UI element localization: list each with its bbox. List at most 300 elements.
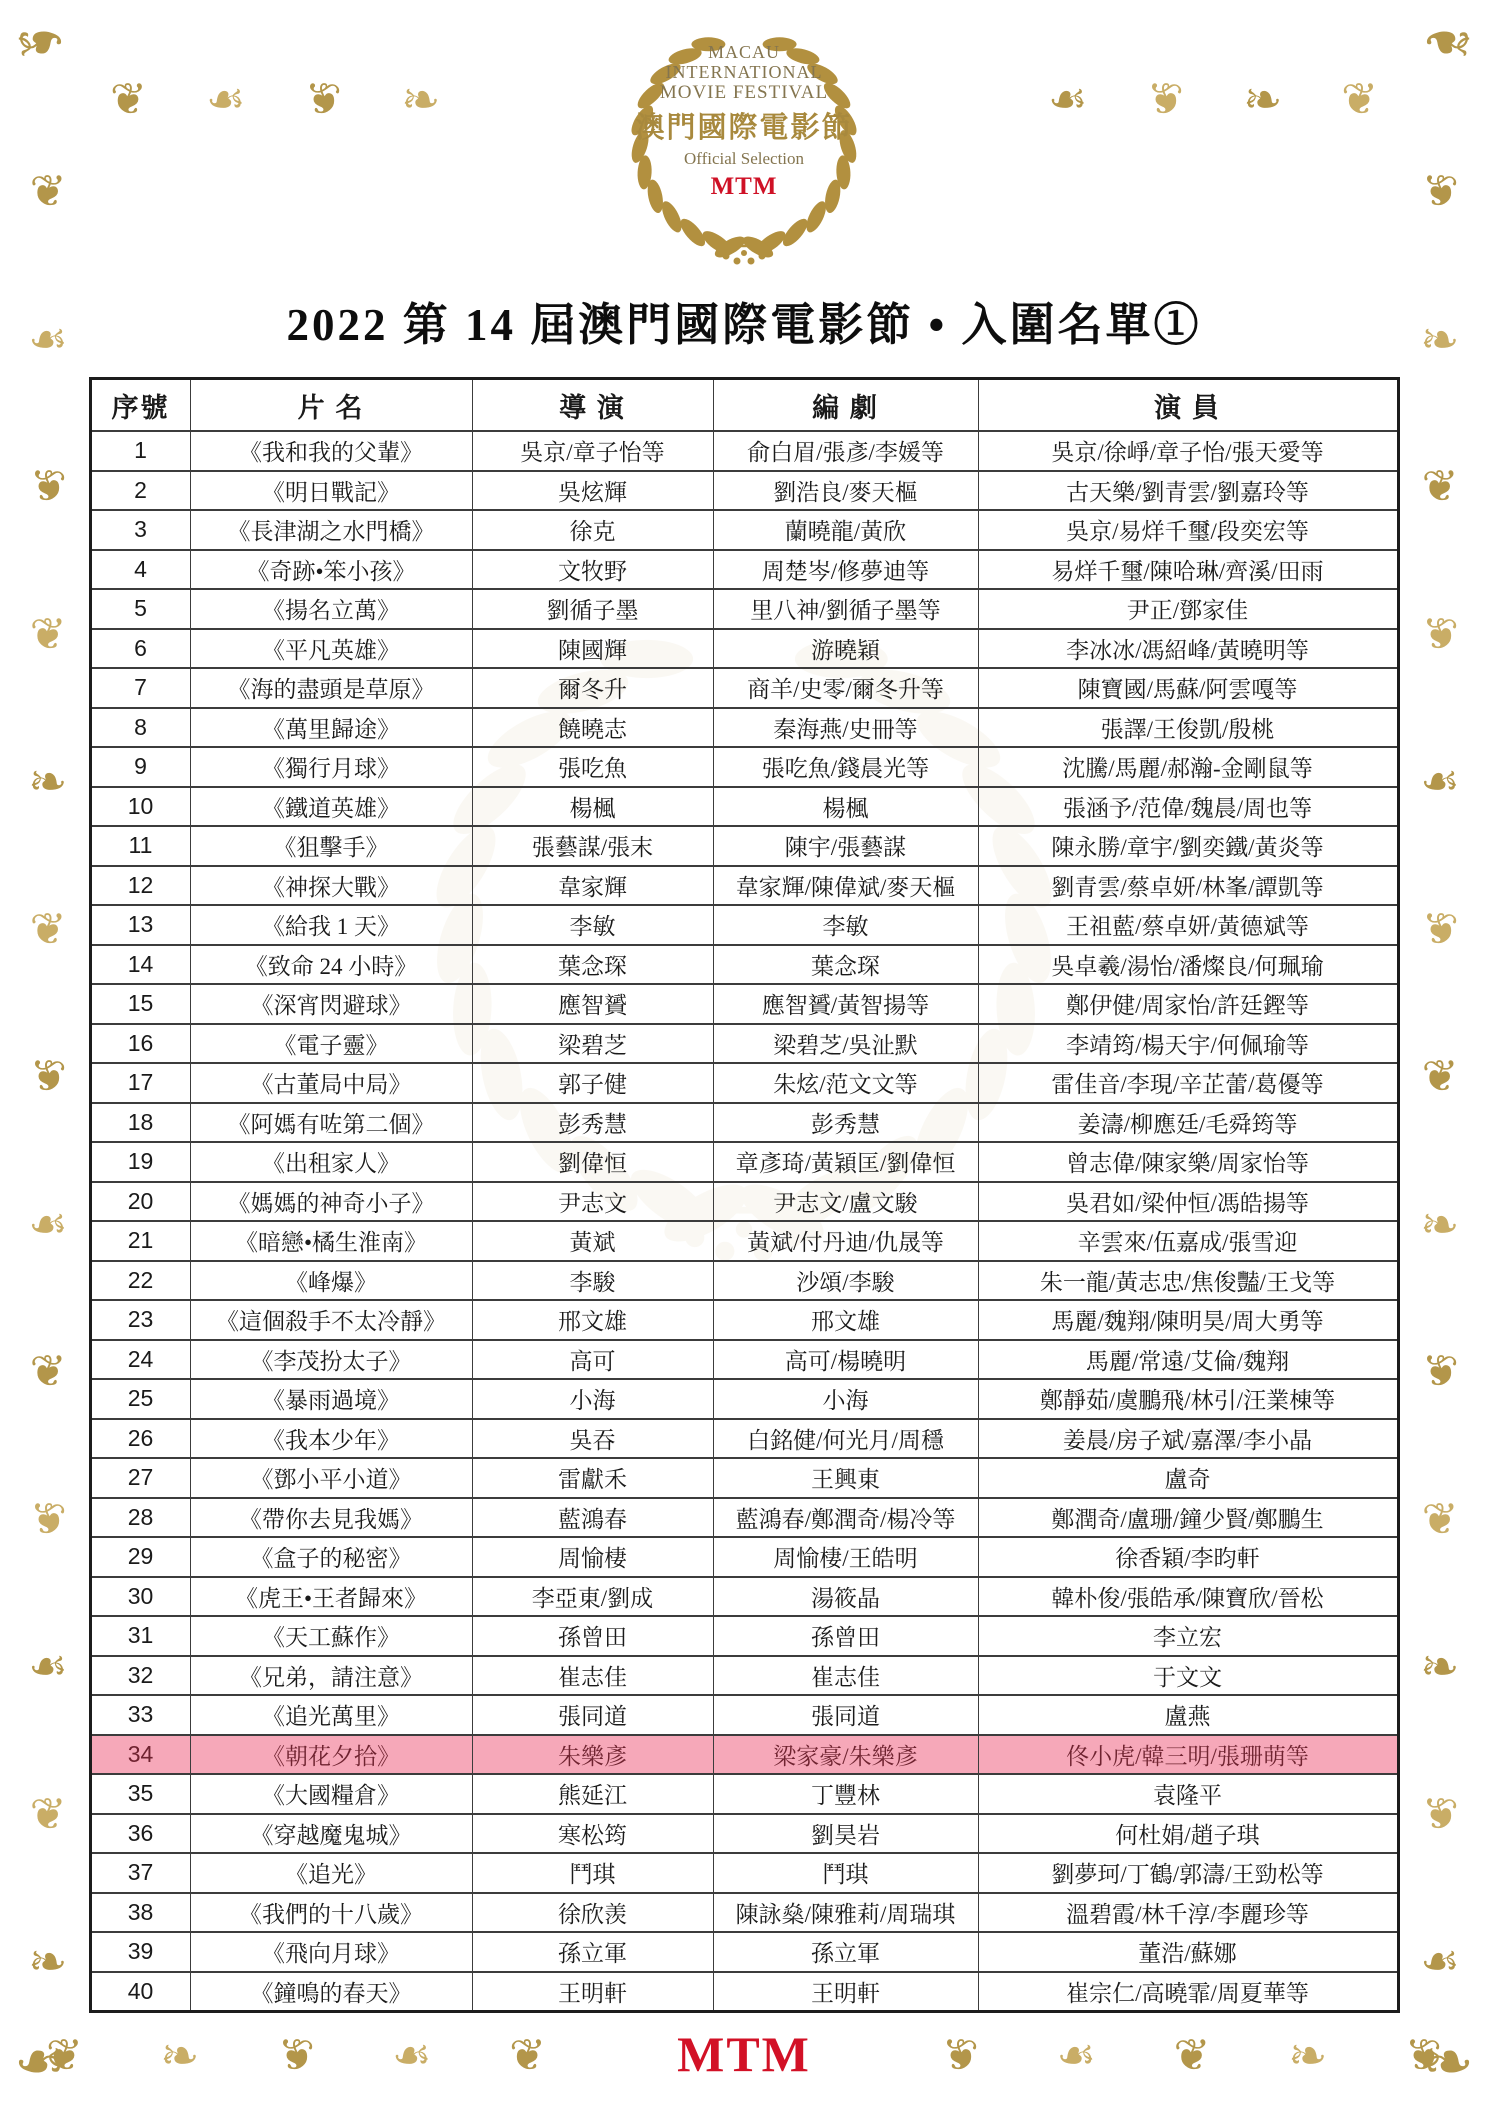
bottom-border-ornaments — [46, 2034, 546, 2078]
table-row — [90, 1103, 1398, 1143]
cell-cast: 吳君如/梁仲恒/馮皓揚等 — [978, 1182, 1398, 1222]
cell-cast: 韓朴俊/張皓承/陳寶欣/晉松 — [978, 1577, 1398, 1617]
table-row — [90, 1498, 1398, 1538]
vine-ornament-icon — [1422, 613, 1459, 657]
cell-cast: 沈騰/馬麗/郝瀚-金剛鼠等 — [978, 747, 1398, 787]
cell-director: 劉循子墨 — [472, 589, 713, 629]
cell-cast: 徐香穎/李昀軒 — [978, 1537, 1398, 1577]
cell-cast: 古天樂/劉青雲/劉嘉玲等 — [978, 471, 1398, 511]
cell-film-title: 《我本少年》 — [190, 1419, 472, 1459]
cell-cast: 陳永勝/章宇/劉奕鐵/黃炎等 — [978, 826, 1398, 866]
vine-ornament-icon — [1422, 170, 1459, 214]
vine-ornament-icon — [1422, 1498, 1459, 1542]
cell-director: 劉偉恒 — [472, 1142, 713, 1182]
cell-cast: 董浩/蘇娜 — [978, 1932, 1398, 1972]
cell-director: 高可 — [472, 1340, 713, 1380]
cell-cast: 李冰冰/馮紹峰/黃曉明等 — [978, 629, 1398, 669]
cell-cast: 鄭靜茹/虞鵬飛/林引/汪業棟等 — [978, 1379, 1398, 1419]
cell-writer: 俞白眉/張彥/李媛等 — [713, 431, 978, 471]
cell-director: 小海 — [472, 1379, 713, 1419]
vine-ornament-icon — [30, 1498, 67, 1542]
table-row — [90, 668, 1398, 708]
cell-film-title: 《給我 1 天》 — [190, 905, 472, 945]
cell-cast: 袁隆平 — [978, 1774, 1398, 1814]
vine-ornament-icon — [1341, 78, 1378, 122]
cell-writer: 孫立軍 — [713, 1932, 978, 1972]
table-row — [90, 1379, 1398, 1419]
cell-director: 吳炫輝 — [472, 471, 713, 511]
vine-ornament-icon — [206, 78, 245, 122]
cell-writer: 周楚岑/修夢迪等 — [713, 550, 978, 590]
vine-ornament-icon — [1243, 78, 1282, 122]
cell-film-title: 《飛向月球》 — [190, 1932, 472, 1972]
cell-no: 7 — [90, 668, 190, 708]
cell-director: 鬥琪 — [472, 1853, 713, 1893]
cell-no: 17 — [90, 1063, 190, 1103]
table-row — [90, 984, 1398, 1024]
cell-director: 寒松筠 — [472, 1814, 713, 1854]
table-header — [90, 379, 1398, 432]
table-row — [90, 1577, 1398, 1617]
cell-film-title: 《致命 24 小時》 — [190, 945, 472, 985]
cell-no: 27 — [90, 1458, 190, 1498]
cell-writer: 孫曾田 — [713, 1616, 978, 1656]
cell-no: 4 — [90, 550, 190, 590]
cell-no: 9 — [90, 747, 190, 787]
cell-writer: 楊楓 — [713, 787, 978, 827]
logo-chinese-name: 澳門國際電影節 — [635, 111, 853, 144]
header-film-title: 片 名 — [190, 379, 472, 432]
cell-writer: 周愉棲/王皓明 — [713, 1537, 978, 1577]
cell-no: 31 — [90, 1616, 190, 1656]
cell-no: 22 — [90, 1261, 190, 1301]
table-row — [90, 1182, 1398, 1222]
cell-writer: 邢文雄 — [713, 1300, 978, 1340]
vine-ornament-icon — [1420, 1940, 1459, 1984]
cell-director: 藍鴻春 — [472, 1498, 713, 1538]
cell-cast: 佟小虎/韓三明/張珊萌等 — [978, 1735, 1398, 1775]
vine-ornament-icon — [28, 1203, 67, 1247]
cell-no: 38 — [90, 1893, 190, 1933]
cell-cast: 張譯/王俊凱/殷桃 — [978, 708, 1398, 748]
cell-cast: 溫碧霞/林千淳/李麗珍等 — [978, 1893, 1398, 1933]
cell-director: 徐欣羡 — [472, 1893, 713, 1933]
cell-no: 3 — [90, 510, 190, 550]
cell-writer: 梁碧芝/吳沚默 — [713, 1024, 978, 1064]
cell-no: 12 — [90, 866, 190, 906]
table-row — [90, 1537, 1398, 1577]
cell-no: 6 — [90, 629, 190, 669]
cell-film-title: 《兄弟，請注意》 — [190, 1656, 472, 1696]
vine-ornament-icon — [28, 760, 67, 804]
cell-writer: 應智贇/黃智揚等 — [713, 984, 978, 1024]
vine-ornament-icon — [1422, 465, 1459, 509]
table-body — [90, 431, 1398, 2012]
cell-director: 爾冬升 — [472, 668, 713, 708]
cell-cast: 劉青雲/蔡卓妍/林峯/譚凱等 — [978, 866, 1398, 906]
cell-director: 饒曉志 — [472, 708, 713, 748]
table-row — [90, 1458, 1398, 1498]
vine-ornament-icon — [30, 613, 67, 657]
cell-film-title: 《大國糧倉》 — [190, 1774, 472, 1814]
table-row — [90, 1893, 1398, 1933]
vine-ornament-icon — [1420, 1645, 1459, 1689]
table-row — [90, 1774, 1398, 1814]
cell-film-title: 《我和我的父輩》 — [190, 431, 472, 471]
cell-writer: 沙頌/李駿 — [713, 1261, 978, 1301]
cell-writer: 韋家輝/陳偉斌/麥天樞 — [713, 866, 978, 906]
cell-no: 15 — [90, 984, 190, 1024]
cell-writer: 小海 — [713, 1379, 978, 1419]
table-row — [90, 1853, 1398, 1893]
cell-film-title: 《古董局中局》 — [190, 1063, 472, 1103]
cell-no: 14 — [90, 945, 190, 985]
vine-ornament-icon — [28, 1940, 67, 1984]
table-row — [90, 1656, 1398, 1696]
cell-no: 8 — [90, 708, 190, 748]
cell-director: 張吃魚 — [472, 747, 713, 787]
cell-film-title: 《揚名立萬》 — [190, 589, 472, 629]
cell-film-title: 《出租家人》 — [190, 1142, 472, 1182]
table-row — [90, 1695, 1398, 1735]
cell-writer: 白銘健/何光月/周穩 — [713, 1419, 978, 1459]
table-row — [90, 1221, 1398, 1261]
table-row — [90, 589, 1398, 629]
cell-no: 18 — [90, 1103, 190, 1143]
cell-cast: 吳卓羲/湯怡/潘燦良/何珮瑜 — [978, 945, 1398, 985]
table-row — [90, 1340, 1398, 1380]
cell-cast: 馬麗/常遠/艾倫/魏翔 — [978, 1340, 1398, 1380]
cell-no: 1 — [90, 431, 190, 471]
cell-cast: 盧燕 — [978, 1695, 1398, 1735]
cell-no: 16 — [90, 1024, 190, 1064]
cell-director: 文牧野 — [472, 550, 713, 590]
corner-flourish-icon — [14, 10, 66, 72]
cell-no: 40 — [90, 1972, 190, 2012]
cell-cast: 李立宏 — [978, 1616, 1398, 1656]
table-row — [90, 431, 1398, 471]
vine-ornament-icon — [1288, 2034, 1327, 2078]
cell-writer: 張同道 — [713, 1695, 978, 1735]
cell-no: 32 — [90, 1656, 190, 1696]
cell-cast: 尹正/鄧家佳 — [978, 589, 1398, 629]
table-row — [90, 708, 1398, 748]
cell-cast: 辛雲來/伍嘉成/張雪迎 — [978, 1221, 1398, 1261]
vine-ornament-icon — [1048, 78, 1087, 122]
cell-director: 郭子健 — [472, 1063, 713, 1103]
cell-cast: 吳京/易烊千璽/段奕宏等 — [978, 510, 1398, 550]
cell-cast: 曾志偉/陳家樂/周家怡等 — [978, 1142, 1398, 1182]
festival-logo-text — [589, 16, 899, 201]
vine-ornament-icon — [1422, 1793, 1459, 1837]
footer-mtm-text: MTM — [677, 2026, 811, 2082]
cell-no: 23 — [90, 1300, 190, 1340]
cell-cast: 李靖筠/楊天宇/何佩瑜等 — [978, 1024, 1398, 1064]
cell-film-title: 《海的盡頭是草原》 — [190, 668, 472, 708]
page-title: 2022 第 14 屆澳門國際電影節 • 入圍名單① — [286, 300, 1202, 350]
cell-no: 30 — [90, 1577, 190, 1617]
vine-ornament-icon — [1056, 2034, 1095, 2078]
cell-film-title: 《萬里歸途》 — [190, 708, 472, 748]
cell-film-title: 《長津湖之水門橋》 — [190, 510, 472, 550]
cell-writer: 商羊/史零/爾冬升等 — [713, 668, 978, 708]
vine-ornament-icon — [942, 2034, 979, 2078]
table-row — [90, 1063, 1398, 1103]
table-row — [90, 905, 1398, 945]
top-border-ornaments — [1048, 78, 1378, 122]
cell-writer: 鬥琪 — [713, 1853, 978, 1893]
cell-writer: 湯筱晶 — [713, 1577, 978, 1617]
cell-director: 雷獻禾 — [472, 1458, 713, 1498]
cell-director: 王明軒 — [472, 1972, 713, 2012]
cell-film-title: 《暴雨過境》 — [190, 1379, 472, 1419]
cell-writer: 崔志佳 — [713, 1656, 978, 1696]
cell-writer: 陳詠燊/陳雅莉/周瑞琪 — [713, 1893, 978, 1933]
cell-film-title: 《暗戀•橘生淮南》 — [190, 1221, 472, 1261]
cell-cast: 雷佳音/李現/辛芷蕾/葛優等 — [978, 1063, 1398, 1103]
vine-ornament-icon — [401, 78, 440, 122]
cell-writer: 高可/楊曉明 — [713, 1340, 978, 1380]
table-header-row — [90, 379, 1398, 432]
vine-ornament-icon — [30, 1055, 67, 1099]
cell-writer: 藍鴻春/鄭潤奇/楊冷等 — [713, 1498, 978, 1538]
vine-ornament-icon — [305, 78, 342, 122]
table-row — [90, 1142, 1398, 1182]
vine-ornament-icon — [28, 318, 67, 362]
vine-ornament-icon — [392, 2034, 431, 2078]
vine-ornament-icon — [1422, 1055, 1459, 1099]
vine-ornament-icon — [30, 170, 67, 214]
cell-writer: 李敏 — [713, 905, 978, 945]
vine-ornament-icon — [30, 1350, 67, 1394]
table-row — [90, 1419, 1398, 1459]
cell-film-title: 《盒子的秘密》 — [190, 1537, 472, 1577]
logo-movie-festival-text: MOVIE FESTIVAL — [659, 82, 829, 104]
cell-writer: 尹志文/盧文駿 — [713, 1182, 978, 1222]
cell-no: 10 — [90, 787, 190, 827]
table-row — [90, 1024, 1398, 1064]
vine-ornament-icon — [160, 2034, 199, 2078]
cell-film-title: 《朝花夕拾》 — [190, 1735, 472, 1775]
cell-director: 梁碧芝 — [472, 1024, 713, 1064]
vine-ornament-icon — [46, 2034, 83, 2078]
table-row — [90, 1932, 1398, 1972]
cell-writer: 里八神/劉循子墨等 — [713, 589, 978, 629]
cell-director: 黃斌 — [472, 1221, 713, 1261]
vine-ornament-icon — [1422, 908, 1459, 952]
cell-director: 周愉棲 — [472, 1537, 713, 1577]
cell-film-title: 《穿越魔鬼城》 — [190, 1814, 472, 1854]
cell-no: 19 — [90, 1142, 190, 1182]
festival-logo — [589, 16, 899, 268]
cell-writer: 朱炫/范文文等 — [713, 1063, 978, 1103]
cell-film-title: 《虎王•王者歸來》 — [190, 1577, 472, 1617]
cell-film-title: 《明日戰記》 — [190, 471, 472, 511]
cell-director: 陳國輝 — [472, 629, 713, 669]
table-row — [90, 1300, 1398, 1340]
vine-ornament-icon — [30, 908, 67, 952]
cell-cast: 張涵予/范偉/魏晨/周也等 — [978, 787, 1398, 827]
cell-cast: 姜晨/房子斌/嘉澤/李小晶 — [978, 1419, 1398, 1459]
cell-cast: 姜濤/柳應廷/毛舜筠等 — [978, 1103, 1398, 1143]
cell-director: 孫立軍 — [472, 1932, 713, 1972]
cell-writer: 丁豐林 — [713, 1774, 978, 1814]
cell-film-title: 《電子靈》 — [190, 1024, 472, 1064]
cell-no: 5 — [90, 589, 190, 629]
cell-writer: 葉念琛 — [713, 945, 978, 985]
vine-ornament-icon — [509, 2034, 546, 2078]
cell-no: 28 — [90, 1498, 190, 1538]
cell-writer: 王明軒 — [713, 1972, 978, 2012]
cell-cast: 盧奇 — [978, 1458, 1398, 1498]
table-row — [90, 550, 1398, 590]
cell-writer: 蘭曉龍/黃欣 — [713, 510, 978, 550]
cell-film-title: 《天工蘇作》 — [190, 1616, 472, 1656]
cell-no: 37 — [90, 1853, 190, 1893]
cell-director: 韋家輝 — [472, 866, 713, 906]
left-border-ornaments — [16, 170, 80, 1984]
cell-film-title: 《鐘鳴的春天》 — [190, 1972, 472, 2012]
cell-writer: 陳宇/張藝謀 — [713, 826, 978, 866]
cell-no: 36 — [90, 1814, 190, 1854]
table-row — [90, 471, 1398, 511]
cell-no: 24 — [90, 1340, 190, 1380]
right-border-ornaments — [1408, 170, 1472, 1984]
cell-no: 21 — [90, 1221, 190, 1261]
cell-writer: 王興東 — [713, 1458, 978, 1498]
table-row — [90, 1814, 1398, 1854]
vine-ornament-icon — [1420, 318, 1459, 362]
cell-director: 崔志佳 — [472, 1656, 713, 1696]
cell-film-title: 《媽媽的神奇小子》 — [190, 1182, 472, 1222]
cell-no: 2 — [90, 471, 190, 511]
cell-cast: 朱一龍/黃志忠/焦俊豔/王戈等 — [978, 1261, 1398, 1301]
cell-cast: 王祖藍/蔡卓妍/黃德斌等 — [978, 905, 1398, 945]
table-row — [90, 1735, 1398, 1775]
cell-no: 26 — [90, 1419, 190, 1459]
logo-mtm-text: MTM — [710, 173, 778, 201]
table-row — [90, 510, 1398, 550]
cell-cast: 吳京/徐崢/章子怡/張天愛等 — [978, 431, 1398, 471]
cell-director: 彭秀慧 — [472, 1103, 713, 1143]
cell-no: 25 — [90, 1379, 190, 1419]
logo-international-text: INTERNATIONAL — [665, 62, 823, 83]
cell-no: 34 — [90, 1735, 190, 1775]
cell-cast: 崔宗仁/高曉霏/周夏華等 — [978, 1972, 1398, 2012]
cell-director: 熊延江 — [472, 1774, 713, 1814]
cell-director: 張同道 — [472, 1695, 713, 1735]
cell-film-title: 《深宵閃避球》 — [190, 984, 472, 1024]
cell-cast: 于文文 — [978, 1656, 1398, 1696]
header-cast: 演 員 — [978, 379, 1398, 432]
cell-writer: 彭秀慧 — [713, 1103, 978, 1143]
header-no: 序號 — [90, 379, 190, 432]
cell-film-title: 《追光萬里》 — [190, 1695, 472, 1735]
cell-director: 葉念琛 — [472, 945, 713, 985]
cell-no: 35 — [90, 1774, 190, 1814]
table-row — [90, 1972, 1398, 2012]
cell-writer: 劉浩良/麥天樞 — [713, 471, 978, 511]
cell-director: 吳京/章子怡等 — [472, 431, 713, 471]
vine-ornament-icon — [1405, 2034, 1442, 2078]
vine-ornament-icon — [30, 465, 67, 509]
cell-director: 楊楓 — [472, 787, 713, 827]
cell-no: 13 — [90, 905, 190, 945]
cell-no: 33 — [90, 1695, 190, 1735]
logo-macau-text: MACAU — [707, 42, 780, 62]
logo-official-selection-text: Official Selection — [683, 149, 805, 169]
header-director: 導 演 — [472, 379, 713, 432]
cell-film-title: 《獨行月球》 — [190, 747, 472, 787]
cell-writer: 黃斌/付丹迪/仇晟等 — [713, 1221, 978, 1261]
table-row — [90, 629, 1398, 669]
table-row — [90, 826, 1398, 866]
cell-film-title: 《帶你去見我媽》 — [190, 1498, 472, 1538]
vine-ornament-icon — [30, 1793, 67, 1837]
vine-ornament-icon — [110, 78, 147, 122]
vine-ornament-icon — [1420, 1203, 1459, 1247]
cell-film-title: 《奇跡•笨小孩》 — [190, 550, 472, 590]
cell-director: 李敏 — [472, 905, 713, 945]
cell-director: 徐克 — [472, 510, 713, 550]
cell-film-title: 《鐵道英雄》 — [190, 787, 472, 827]
cell-writer: 劉昊岩 — [713, 1814, 978, 1854]
vine-ornament-icon — [1420, 760, 1459, 804]
cell-no: 11 — [90, 826, 190, 866]
cell-writer: 游曉穎 — [713, 629, 978, 669]
cell-director: 吳吞 — [472, 1419, 713, 1459]
cell-director: 應智贇 — [472, 984, 713, 1024]
cell-writer: 秦海燕/史冊等 — [713, 708, 978, 748]
cell-film-title: 《這個殺手不太冷靜》 — [190, 1300, 472, 1340]
cell-cast: 易烊千璽/陳哈琳/齊溪/田雨 — [978, 550, 1398, 590]
cell-cast: 何杜娟/趙子琪 — [978, 1814, 1398, 1854]
table-row — [90, 1261, 1398, 1301]
cell-director: 李亞東/劉成 — [472, 1577, 713, 1617]
cell-director: 尹志文 — [472, 1182, 713, 1222]
cell-director: 張藝謀/張末 — [472, 826, 713, 866]
cell-film-title: 《峰爆》 — [190, 1261, 472, 1301]
cell-film-title: 《我們的十八歲》 — [190, 1893, 472, 1933]
cell-no: 39 — [90, 1932, 190, 1972]
cell-director: 朱樂彥 — [472, 1735, 713, 1775]
vine-ornament-icon — [1147, 78, 1184, 122]
cell-director: 李駿 — [472, 1261, 713, 1301]
cell-film-title: 《鄧小平小道》 — [190, 1458, 472, 1498]
selection-table — [89, 377, 1400, 2013]
vine-ornament-icon — [1174, 2034, 1211, 2078]
table-row — [90, 747, 1398, 787]
vine-ornament-icon — [28, 1645, 67, 1689]
cell-cast: 陳寶國/馬蘇/阿雲嘎等 — [978, 668, 1398, 708]
cell-film-title: 《平凡英雄》 — [190, 629, 472, 669]
cell-cast: 鄭潤奇/盧珊/鐘少賢/鄭鵬生 — [978, 1498, 1398, 1538]
corner-flourish-icon — [1422, 10, 1474, 72]
bottom-border-ornaments — [942, 2034, 1442, 2078]
cell-director: 孫曾田 — [472, 1616, 713, 1656]
cell-cast: 馬麗/魏翔/陳明昊/周大勇等 — [978, 1300, 1398, 1340]
cell-no: 29 — [90, 1537, 190, 1577]
top-border-ornaments — [110, 78, 440, 122]
table-row — [90, 1616, 1398, 1656]
table-row — [90, 866, 1398, 906]
cell-writer: 章彥琦/黃穎匡/劉偉恒 — [713, 1142, 978, 1182]
cell-film-title: 《追光》 — [190, 1853, 472, 1893]
cell-film-title: 《阿媽有咗第二個》 — [190, 1103, 472, 1143]
table-row — [90, 945, 1398, 985]
cell-film-title: 《李茂扮太子》 — [190, 1340, 472, 1380]
cell-cast: 劉夢珂/丁鶴/郭濤/王勁松等 — [978, 1853, 1398, 1893]
